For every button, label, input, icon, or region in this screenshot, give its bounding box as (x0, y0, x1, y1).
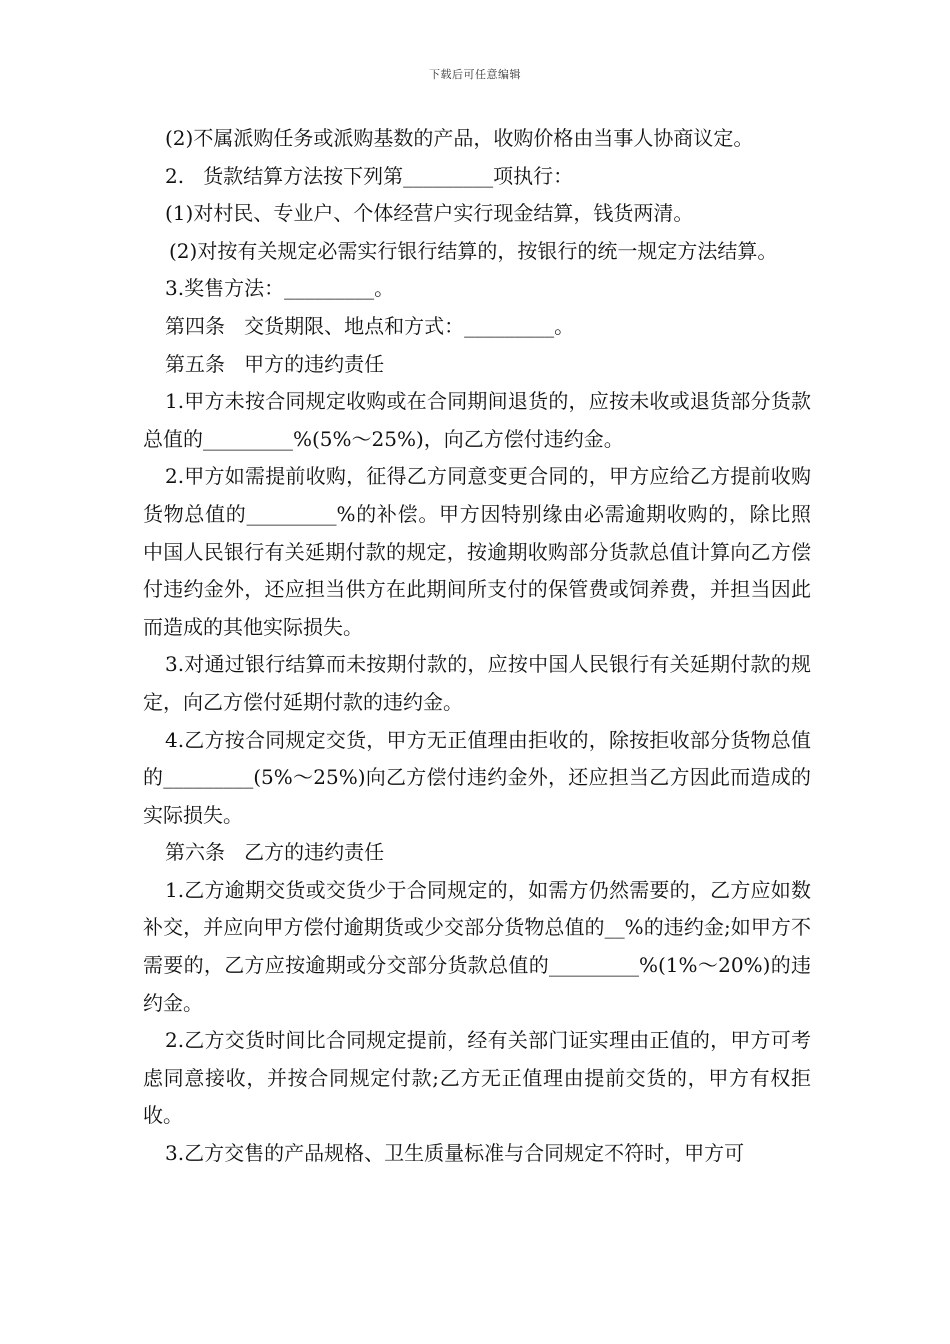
article-4-heading: 第四条 交货期限、地点和方式：_________。 (165, 313, 575, 338)
paragraph-7: 2.甲方如需提前收购，征得乙方同意变更合同的，甲方应给乙方提前收购货物总值的_________%的补偿。甲方因特别缘由必需逾期收购的，除比照中国人民银行有关延期付款的规定，按逾期收购部分货款总值计算向乙方偿付违约金外，还应担当供方在此期间所支付的保管费或饲养费，并担当因此而造成的其他实际损失。 (143, 464, 811, 639)
paragraph-5: 3.奖售方法：_________。 (165, 276, 395, 301)
paragraph-9: 4.乙方按合同规定交货，甲方无正值理由拒收的，除按拒收部分货物总值的_________(5%～25%)向乙方偿付违约金外，还应担当乙方因此而造成的实际损失。 (143, 727, 811, 827)
article-6-heading: 第六条 乙方的违约责任 (165, 840, 385, 865)
paragraph-2: 2. 货款结算方法按下列第_________项执行： (165, 163, 574, 188)
paragraph-1: (2)不属派购任务或派购基数的产品，收购价格由当事人协商议定。 (165, 126, 754, 150)
document-body (143, 120, 811, 1173)
paragraph-12: 3.乙方交售的产品规格、卫生质量标准与合同规定不符时，甲方可 (165, 1141, 745, 1166)
paragraph-8: 3.对通过银行结算而未按期付款的，应按中国人民银行有关延期付款的规定，向乙方偿付延期付款的违约金。 (143, 652, 811, 714)
paragraph-4: (2)对按有关规定必需实行银行结算的，按银行的统一规定方法结算。 (169, 238, 778, 263)
paragraph-11: 2.乙方交货时间比合同规定提前，经有关部门证实理由正值的，甲方可考虑同意接收，并按合同规定付款;乙方无正值理由提前交货的，甲方有权拒收。 (143, 1028, 811, 1128)
paragraph-3: (1)对村民、专业户、个体经营户实行现金结算，钱货两清。 (165, 201, 694, 226)
article-5-heading: 第五条 甲方的违约责任 (165, 351, 385, 376)
page-header-note: 下载后可任意编辑 (429, 68, 521, 81)
paragraph-6: 1.甲方未按合同规定收购或在合同期间退货的，应按未收或退货部分货款总值的_________%(5%～25%)，向乙方偿付违约金。 (143, 389, 811, 451)
paragraph-10: 1.乙方逾期交货或交货少于合同规定的，如需方仍然需要的，乙方应如数补交，并应向甲方偿付逾期货或少交部分货物总值的__%的违约金;如甲方不需要的，乙方应按逾期或分交部分货款总值的_________%(1%～20%)的违约金。 (143, 877, 811, 1015)
